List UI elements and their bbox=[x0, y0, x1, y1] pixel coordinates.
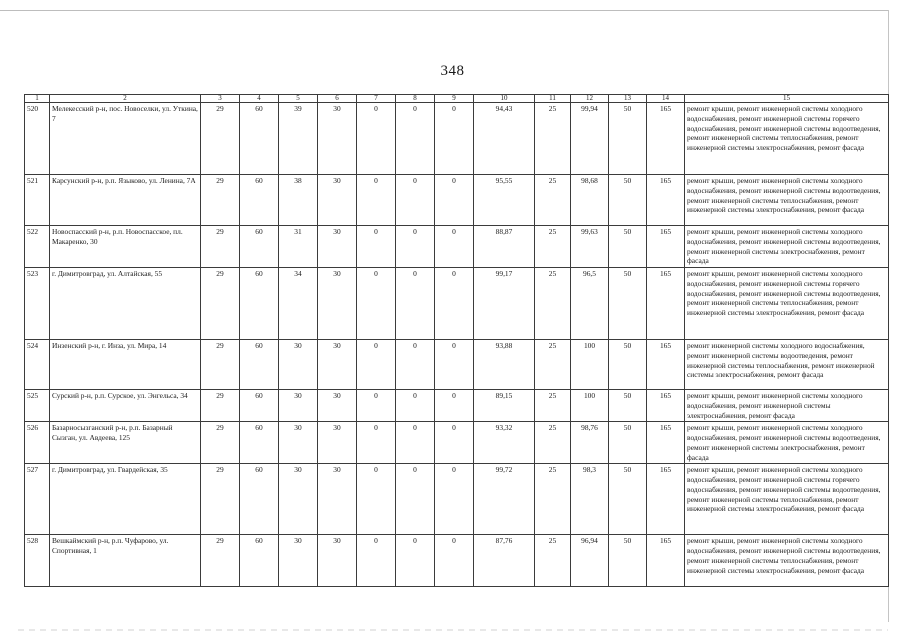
row-id: 528 bbox=[25, 535, 50, 587]
cell-c10: 99,17 bbox=[474, 268, 535, 340]
cell-c13: 50 bbox=[609, 535, 647, 587]
row-works: ремонт крыши, ремонт инженерной системы холодного водоснабжения, ремонт инженерной системы водоотведения, ремонт инженерной системы теплоснабжения, ремонт инженерной системы электроснабжения, ремонт фасада bbox=[685, 175, 889, 226]
cell-c13: 50 bbox=[609, 340, 647, 390]
cell-c13: 50 bbox=[609, 226, 647, 268]
cell-c5: 30 bbox=[279, 464, 318, 535]
cell-c4: 60 bbox=[240, 422, 279, 464]
table-row bbox=[25, 268, 889, 340]
column-number-row bbox=[25, 95, 889, 103]
cell-c7: 0 bbox=[357, 103, 396, 175]
cell-c12: 96,5 bbox=[571, 268, 609, 340]
cell-c11: 25 bbox=[535, 464, 571, 535]
column-header: 14 bbox=[647, 95, 685, 103]
cell-c4: 60 bbox=[240, 340, 279, 390]
row-id: 526 bbox=[25, 422, 50, 464]
row-works: ремонт крыши, ремонт инженерной системы холодного водоснабжения, ремонт инженерной системы электроснабжения, ремонт фасада bbox=[685, 390, 889, 422]
cell-c5: 30 bbox=[279, 422, 318, 464]
cell-c5: 30 bbox=[279, 535, 318, 587]
cell-c7: 0 bbox=[357, 268, 396, 340]
cell-c10: 89,15 bbox=[474, 390, 535, 422]
cell-c11: 25 bbox=[535, 268, 571, 340]
row-address: Инзенский р-н, г. Инза, ул. Мира, 14 bbox=[50, 340, 201, 390]
row-address: Новоспасский р-н, р.п. Новоспасское, пл. Макаренко, 30 bbox=[50, 226, 201, 268]
cell-c8: 0 bbox=[396, 226, 435, 268]
column-header: 9 bbox=[435, 95, 474, 103]
cell-c13: 50 bbox=[609, 464, 647, 535]
cell-c6: 30 bbox=[318, 535, 357, 587]
cell-c10: 99,72 bbox=[474, 464, 535, 535]
cell-c4: 60 bbox=[240, 268, 279, 340]
row-id: 522 bbox=[25, 226, 50, 268]
row-address: Карсунский р-н, р.п. Языково, ул. Ленина, 7А bbox=[50, 175, 201, 226]
cell-c8: 0 bbox=[396, 390, 435, 422]
row-works: ремонт крыши, ремонт инженерной системы холодного водоснабжения, ремонт инженерной системы горячего водоснабжения, ремонт инженерной системы водоотведения, ремонт инженерной системы теплоснабжения, ремонт инженерной системы электроснабжения, ремонт фасада bbox=[685, 268, 889, 340]
row-works: ремонт крыши, ремонт инженерной системы холодного водоснабжения, ремонт инженерной системы горячего водоснабжения, ремонт инженерной системы водоотведения, ремонт инженерной системы теплоснабжения, ремонт инженерной системы электроснабжения, ремонт фасада bbox=[685, 464, 889, 535]
row-address: Базарносызганский р-н, р.п. Базарный Сызган, ул. Авдеева, 125 bbox=[50, 422, 201, 464]
scan-artifact bbox=[18, 629, 888, 631]
table-row bbox=[25, 535, 889, 587]
row-id: 527 bbox=[25, 464, 50, 535]
row-id: 520 bbox=[25, 103, 50, 175]
column-header: 8 bbox=[396, 95, 435, 103]
cell-c13: 50 bbox=[609, 390, 647, 422]
row-address: г. Димитровград, ул. Гвардейская, 35 bbox=[50, 464, 201, 535]
cell-c14: 165 bbox=[647, 340, 685, 390]
cell-c3: 29 bbox=[201, 103, 240, 175]
cell-c9: 0 bbox=[435, 390, 474, 422]
cell-c8: 0 bbox=[396, 340, 435, 390]
row-address: Вешкаймский р-н, р.п. Чуфарово, ул. Спортивная, 1 bbox=[50, 535, 201, 587]
cell-c14: 165 bbox=[647, 422, 685, 464]
cell-c12: 96,94 bbox=[571, 535, 609, 587]
cell-c3: 29 bbox=[201, 390, 240, 422]
cell-c10: 93,32 bbox=[474, 422, 535, 464]
cell-c5: 30 bbox=[279, 390, 318, 422]
cell-c7: 0 bbox=[357, 464, 396, 535]
cell-c8: 0 bbox=[396, 464, 435, 535]
cell-c14: 165 bbox=[647, 464, 685, 535]
cell-c14: 165 bbox=[647, 268, 685, 340]
scan-border-top bbox=[0, 10, 888, 11]
cell-c14: 165 bbox=[647, 175, 685, 226]
cell-c8: 0 bbox=[396, 535, 435, 587]
column-header: 7 bbox=[357, 95, 396, 103]
row-address: Сурский р-н, р.п. Сурское, ул. Энгельса, 34 bbox=[50, 390, 201, 422]
cell-c10: 88,87 bbox=[474, 226, 535, 268]
cell-c6: 30 bbox=[318, 422, 357, 464]
column-header: 4 bbox=[240, 95, 279, 103]
cell-c10: 95,55 bbox=[474, 175, 535, 226]
cell-c4: 60 bbox=[240, 535, 279, 587]
cell-c6: 30 bbox=[318, 103, 357, 175]
column-header: 6 bbox=[318, 95, 357, 103]
row-works: ремонт крыши, ремонт инженерной системы холодного водоснабжения, ремонт инженерной системы водоотведения, ремонт инженерной системы теплоснабжения, ремонт инженерной системы электроснабжения, ремонт фасада bbox=[685, 535, 889, 587]
cell-c6: 30 bbox=[318, 340, 357, 390]
cell-c9: 0 bbox=[435, 103, 474, 175]
table-row bbox=[25, 390, 889, 422]
row-id: 523 bbox=[25, 268, 50, 340]
cell-c4: 60 bbox=[240, 226, 279, 268]
cell-c12: 98,68 bbox=[571, 175, 609, 226]
cell-c12: 100 bbox=[571, 340, 609, 390]
table-row bbox=[25, 103, 889, 175]
column-header: 12 bbox=[571, 95, 609, 103]
cell-c11: 25 bbox=[535, 390, 571, 422]
cell-c9: 0 bbox=[435, 268, 474, 340]
cell-c3: 29 bbox=[201, 535, 240, 587]
page-number: 348 bbox=[440, 63, 465, 79]
housing-repair-table bbox=[24, 94, 889, 587]
cell-c12: 99,63 bbox=[571, 226, 609, 268]
cell-c13: 50 bbox=[609, 103, 647, 175]
cell-c7: 0 bbox=[357, 422, 396, 464]
cell-c4: 60 bbox=[240, 464, 279, 535]
cell-c12: 98,3 bbox=[571, 464, 609, 535]
cell-c7: 0 bbox=[357, 340, 396, 390]
cell-c10: 94,43 bbox=[474, 103, 535, 175]
cell-c12: 99,94 bbox=[571, 103, 609, 175]
cell-c7: 0 bbox=[357, 535, 396, 587]
column-header: 2 bbox=[50, 95, 201, 103]
table-row bbox=[25, 340, 889, 390]
cell-c11: 25 bbox=[535, 340, 571, 390]
cell-c10: 87,76 bbox=[474, 535, 535, 587]
cell-c11: 25 bbox=[535, 103, 571, 175]
cell-c6: 30 bbox=[318, 175, 357, 226]
cell-c8: 0 bbox=[396, 103, 435, 175]
row-works: ремонт инженерной системы холодного водоснабжения, ремонт инженерной системы водоотведения, ремонт инженерной системы теплоснабжения, ремонт инженерной системы электроснабжения, ремонт фасада bbox=[685, 340, 889, 390]
cell-c14: 165 bbox=[647, 103, 685, 175]
cell-c7: 0 bbox=[357, 226, 396, 268]
cell-c12: 100 bbox=[571, 390, 609, 422]
column-header: 1 bbox=[25, 95, 50, 103]
table-row bbox=[25, 226, 889, 268]
column-header: 3 bbox=[201, 95, 240, 103]
row-id: 525 bbox=[25, 390, 50, 422]
cell-c9: 0 bbox=[435, 464, 474, 535]
cell-c11: 25 bbox=[535, 175, 571, 226]
column-header: 5 bbox=[279, 95, 318, 103]
cell-c5: 38 bbox=[279, 175, 318, 226]
cell-c3: 29 bbox=[201, 340, 240, 390]
cell-c8: 0 bbox=[396, 422, 435, 464]
cell-c14: 165 bbox=[647, 226, 685, 268]
cell-c8: 0 bbox=[396, 175, 435, 226]
cell-c7: 0 bbox=[357, 390, 396, 422]
cell-c3: 29 bbox=[201, 175, 240, 226]
cell-c5: 39 bbox=[279, 103, 318, 175]
row-works: ремонт крыши, ремонт инженерной системы холодного водоснабжения, ремонт инженерной системы водоотведения, ремонт инженерной системы электроснабжения, ремонт фасада bbox=[685, 226, 889, 268]
table-row bbox=[25, 175, 889, 226]
cell-c6: 30 bbox=[318, 464, 357, 535]
cell-c14: 165 bbox=[647, 390, 685, 422]
cell-c3: 29 bbox=[201, 422, 240, 464]
table-body bbox=[25, 103, 889, 587]
cell-c5: 31 bbox=[279, 226, 318, 268]
cell-c4: 60 bbox=[240, 175, 279, 226]
cell-c13: 50 bbox=[609, 268, 647, 340]
cell-c9: 0 bbox=[435, 175, 474, 226]
row-id: 521 bbox=[25, 175, 50, 226]
cell-c13: 50 bbox=[609, 175, 647, 226]
cell-c7: 0 bbox=[357, 175, 396, 226]
column-header: 15 bbox=[685, 95, 889, 103]
column-header: 10 bbox=[474, 95, 535, 103]
cell-c14: 165 bbox=[647, 535, 685, 587]
cell-c3: 29 bbox=[201, 268, 240, 340]
cell-c5: 34 bbox=[279, 268, 318, 340]
table-row bbox=[25, 464, 889, 535]
row-address: Мелекесский р-н, пос. Новоселки, ул. Уткина, 7 bbox=[50, 103, 201, 175]
cell-c9: 0 bbox=[435, 422, 474, 464]
cell-c9: 0 bbox=[435, 535, 474, 587]
cell-c10: 93,88 bbox=[474, 340, 535, 390]
cell-c12: 98,76 bbox=[571, 422, 609, 464]
cell-c6: 30 bbox=[318, 268, 357, 340]
table-row bbox=[25, 422, 889, 464]
cell-c13: 50 bbox=[609, 422, 647, 464]
cell-c11: 25 bbox=[535, 535, 571, 587]
cell-c11: 25 bbox=[535, 226, 571, 268]
column-header: 13 bbox=[609, 95, 647, 103]
row-id: 524 bbox=[25, 340, 50, 390]
cell-c3: 29 bbox=[201, 226, 240, 268]
cell-c5: 30 bbox=[279, 340, 318, 390]
cell-c6: 30 bbox=[318, 226, 357, 268]
cell-c9: 0 bbox=[435, 226, 474, 268]
cell-c3: 29 bbox=[201, 464, 240, 535]
column-header: 11 bbox=[535, 95, 571, 103]
cell-c4: 60 bbox=[240, 390, 279, 422]
row-address: г. Димитровград, ул. Алтайская, 55 bbox=[50, 268, 201, 340]
row-works: ремонт крыши, ремонт инженерной системы холодного водоснабжения, ремонт инженерной системы водоотведения, ремонт инженерной системы электроснабжения, ремонт фасада bbox=[685, 422, 889, 464]
row-works: ремонт крыши, ремонт инженерной системы холодного водоснабжения, ремонт инженерной системы горячего водоснабжения, ремонт инженерной системы водоотведения, ремонт инженерной системы теплоснабжения, ремонт инженерной системы электроснабжения, ремонт фасада bbox=[685, 103, 889, 175]
cell-c6: 30 bbox=[318, 390, 357, 422]
cell-c9: 0 bbox=[435, 340, 474, 390]
cell-c11: 25 bbox=[535, 422, 571, 464]
cell-c4: 60 bbox=[240, 103, 279, 175]
cell-c8: 0 bbox=[396, 268, 435, 340]
